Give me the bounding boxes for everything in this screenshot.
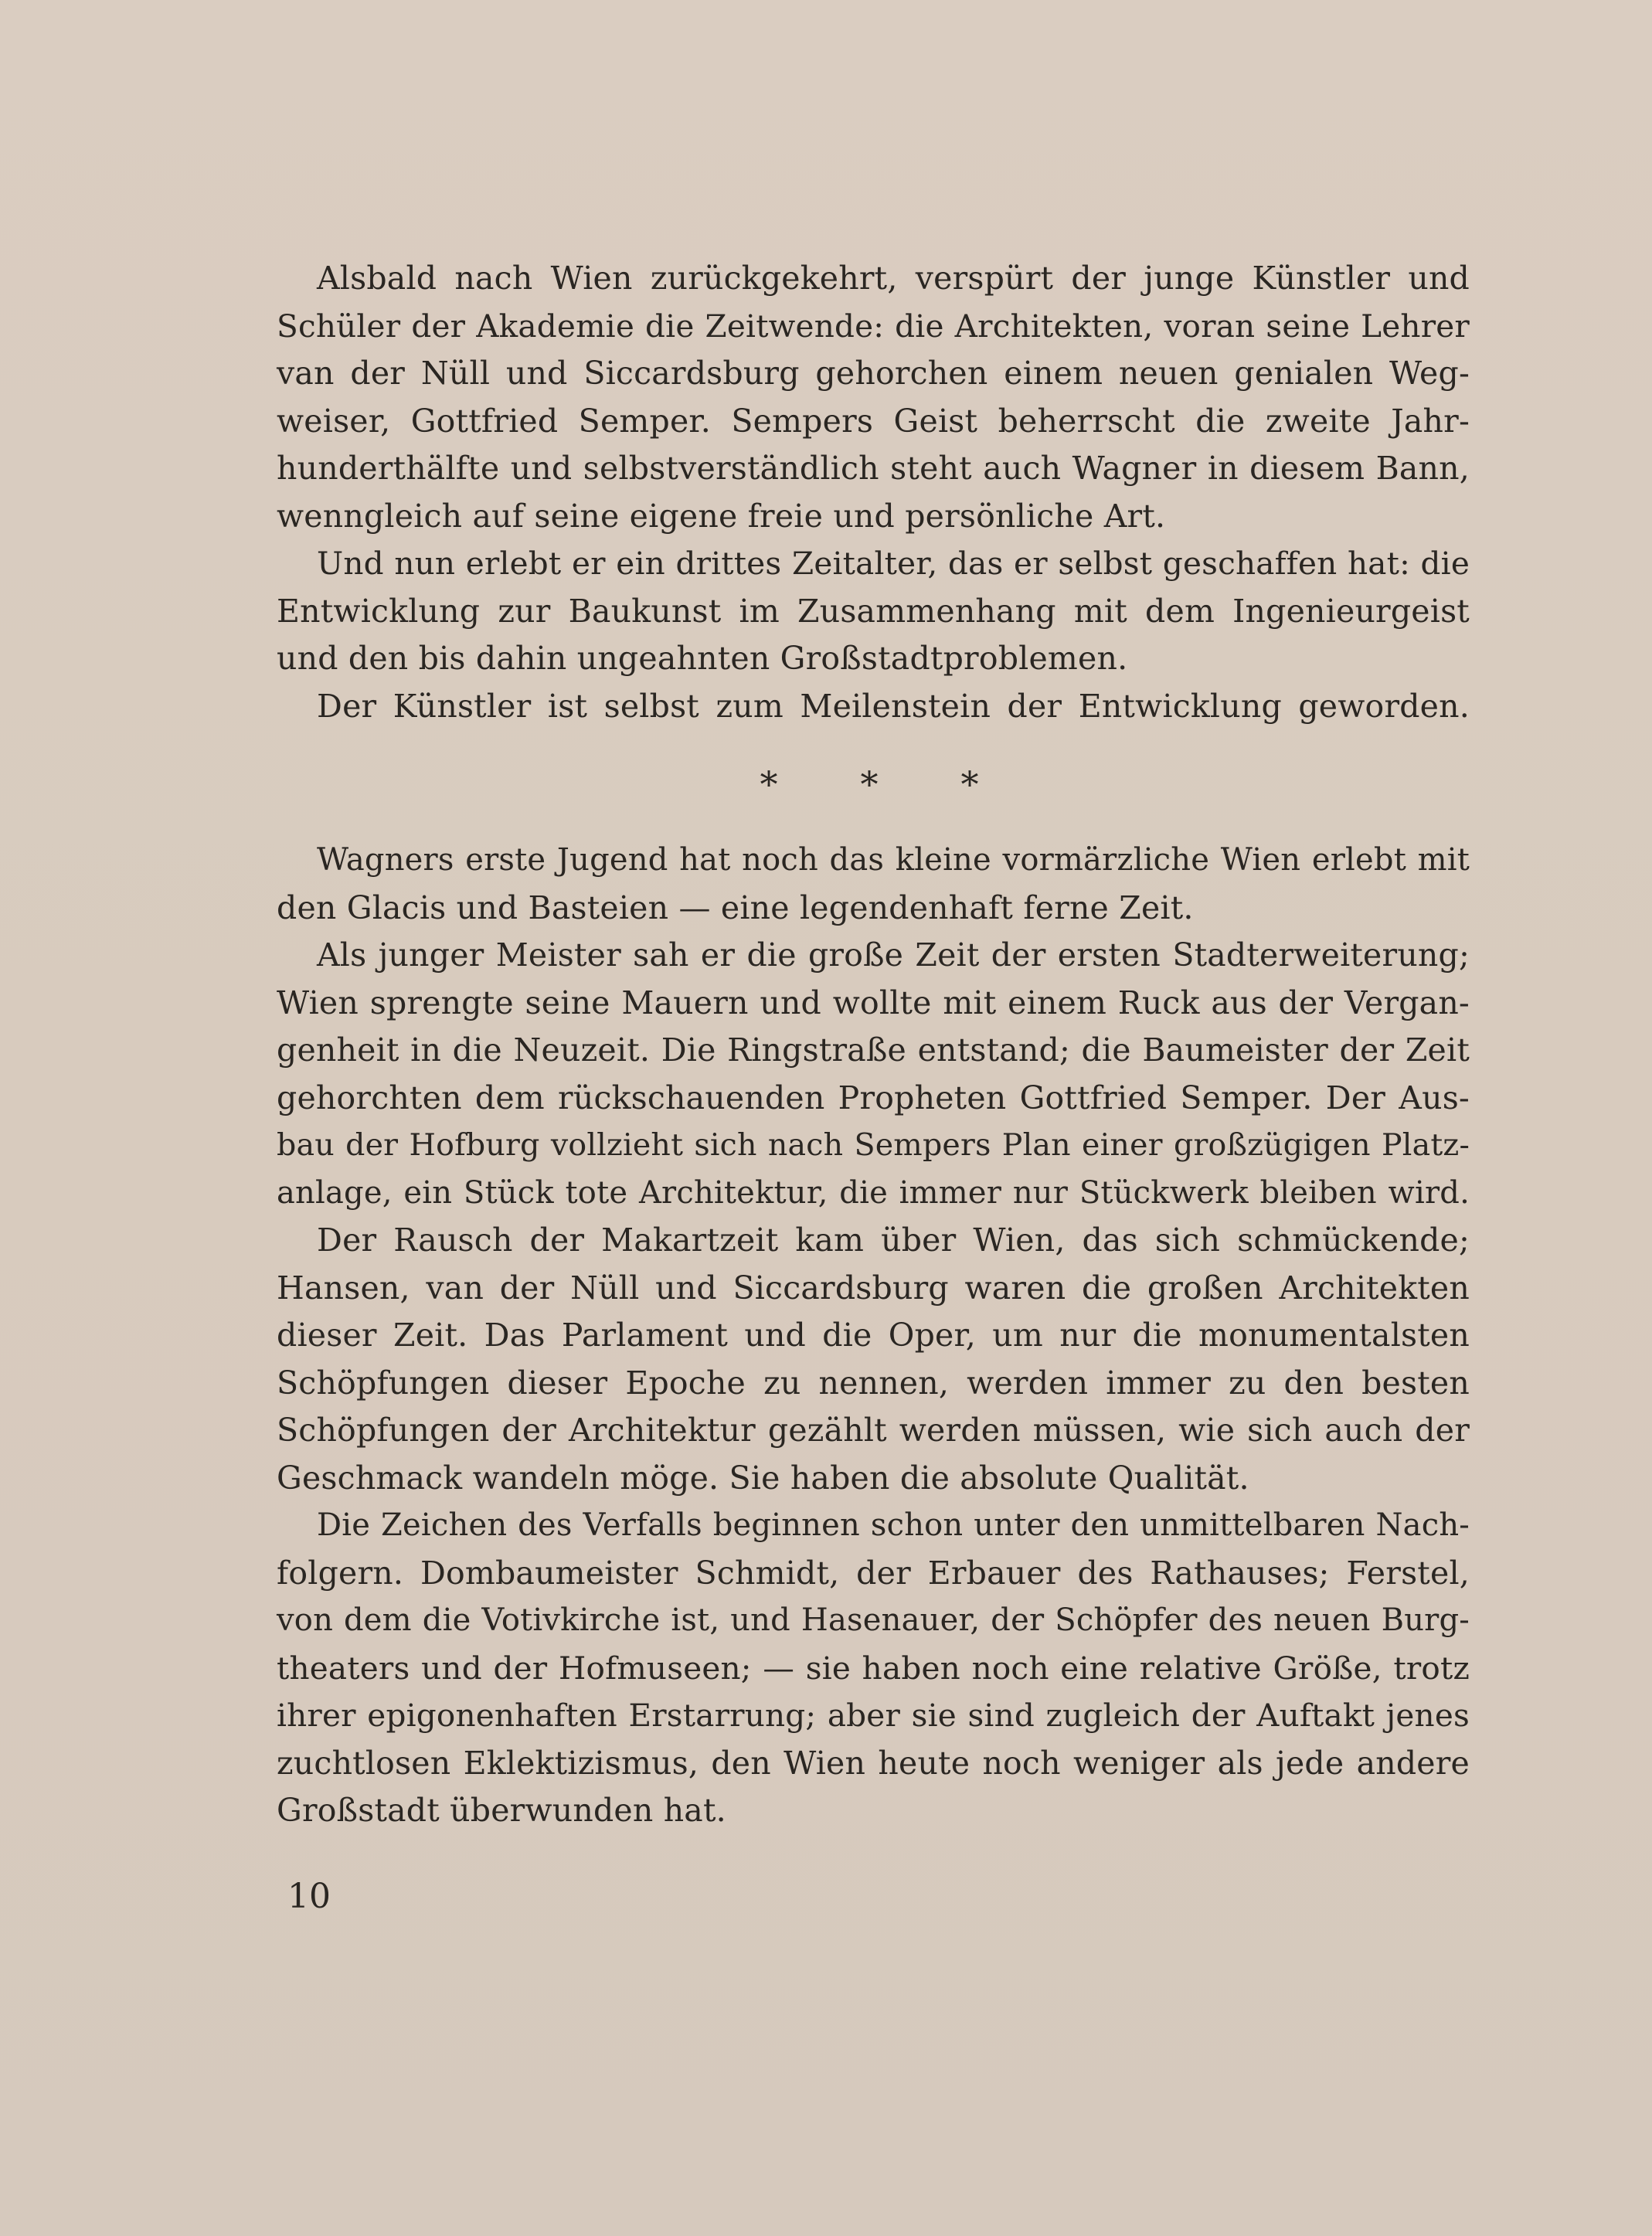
text-line: Als junger Meister sah er die große Zeit der ersten Stadterweiterung; [317, 936, 1470, 974]
text-line: wenngleich auf seine eigene freie und persönliche Art. [277, 497, 1166, 535]
star-glyph: * [860, 763, 879, 805]
text-line: van der Nüll und Siccardsburg gehorchen einem neuen genialen Weg- [277, 355, 1470, 392]
text-line: Alsbald nach Wien zurückgekehrt, verspürt der junge Künstler und [317, 260, 1470, 297]
star-glyph: * [760, 763, 778, 805]
text-line: Schüler der Akademie die Zeitwende: die Architekten, voran seine Lehrer [277, 307, 1470, 345]
text-section-1 [277, 255, 1470, 730]
text-line: Schöpfungen dieser Epoche zu nennen, werden immer zu den besten [277, 1364, 1470, 1402]
text-line: den Glacis und Basteien — eine legendenhaft ferne Zeit. [277, 889, 1194, 926]
text-line: Schöpfungen der Architektur gezählt werden müssen, wie sich auch der [277, 1412, 1470, 1449]
text-line: Geschmack wandeln möge. Sie haben die absolute Qualität. [277, 1459, 1249, 1497]
text-line: Die Zeichen des Verfalls beginnen schon unter den unmittelbaren Nach- [317, 1507, 1470, 1543]
text-line: ihrer epigonenhaften Erstarrung; aber sie sind zugleich der Auftakt jenes [277, 1697, 1470, 1734]
text-line: Entwicklung zur Baukunst im Zusammenhang mit dem Ingenieurgeist [277, 592, 1470, 630]
text-line: Hansen, van der Nüll und Siccardsburg waren die großen Architekten [277, 1269, 1470, 1307]
text-line: folgern. Dombaumeister Schmidt, der Erbauer des Rathauses; Ferstel, [277, 1554, 1470, 1592]
text-line: anlage, ein Stück tote Architektur, die immer nur Stückwerk bleiben wird. [277, 1174, 1470, 1211]
text-line: Wien sprengte seine Mauern und wollte mit einem Ruck aus der Vergan- [277, 984, 1470, 1021]
text-line: Der Künstler ist selbst zum Meilenstein der Entwicklung geworden. [317, 687, 1470, 725]
text-line: Und nun erlebt er ein drittes Zeitalter, das er selbst geschaffen hat: die [317, 545, 1470, 582]
text-line: dieser Zeit. Das Parlament und die Oper, um nur die monumentalsten [277, 1317, 1470, 1354]
text-section-2 [277, 837, 1470, 1835]
text-line: gehorchten dem rückschauenden Propheten Gottfried Semper. Der Aus- [277, 1079, 1470, 1116]
text-line: zuchtlosen Eklektizismus, den Wien heute noch weniger als jede andere [277, 1744, 1470, 1782]
text-line: hunderthälfte und selbstverständlich steht auch Wagner in diesem Bann, [277, 450, 1470, 487]
star-glyph: * [960, 763, 979, 805]
section-separator [753, 765, 985, 804]
text-line: genheit in die Neuzeit. Die Ringstraße entstand; die Baumeister der Zeit [277, 1031, 1470, 1069]
text-line: von dem die Votivkirche ist, und Hasenauer, der Schöpfer des neuen Burg- [277, 1602, 1470, 1638]
text-line: und den bis dahin ungeahnten Großstadtproblemen. [277, 640, 1128, 677]
page-number: 10 [287, 1877, 331, 1916]
text-line: theaters und der Hofmuseen; — sie haben noch eine relative Größe, trotz [277, 1649, 1470, 1687]
text-line: bau der Hofburg vollzieht sich nach Sempers Plan einer großzügigen Platz- [277, 1127, 1470, 1163]
text-line: Wagners erste Jugend hat noch das kleine vormärzliche Wien erlebt mit [317, 842, 1470, 878]
text-line: Großstadt überwunden hat. [277, 1792, 726, 1829]
text-line: weiser, Gottfried Semper. Sempers Geist beherrscht die zweite Jahr- [277, 402, 1470, 440]
text-line: Der Rausch der Makartzeit kam über Wien, das sich schmückende; [317, 1222, 1470, 1259]
